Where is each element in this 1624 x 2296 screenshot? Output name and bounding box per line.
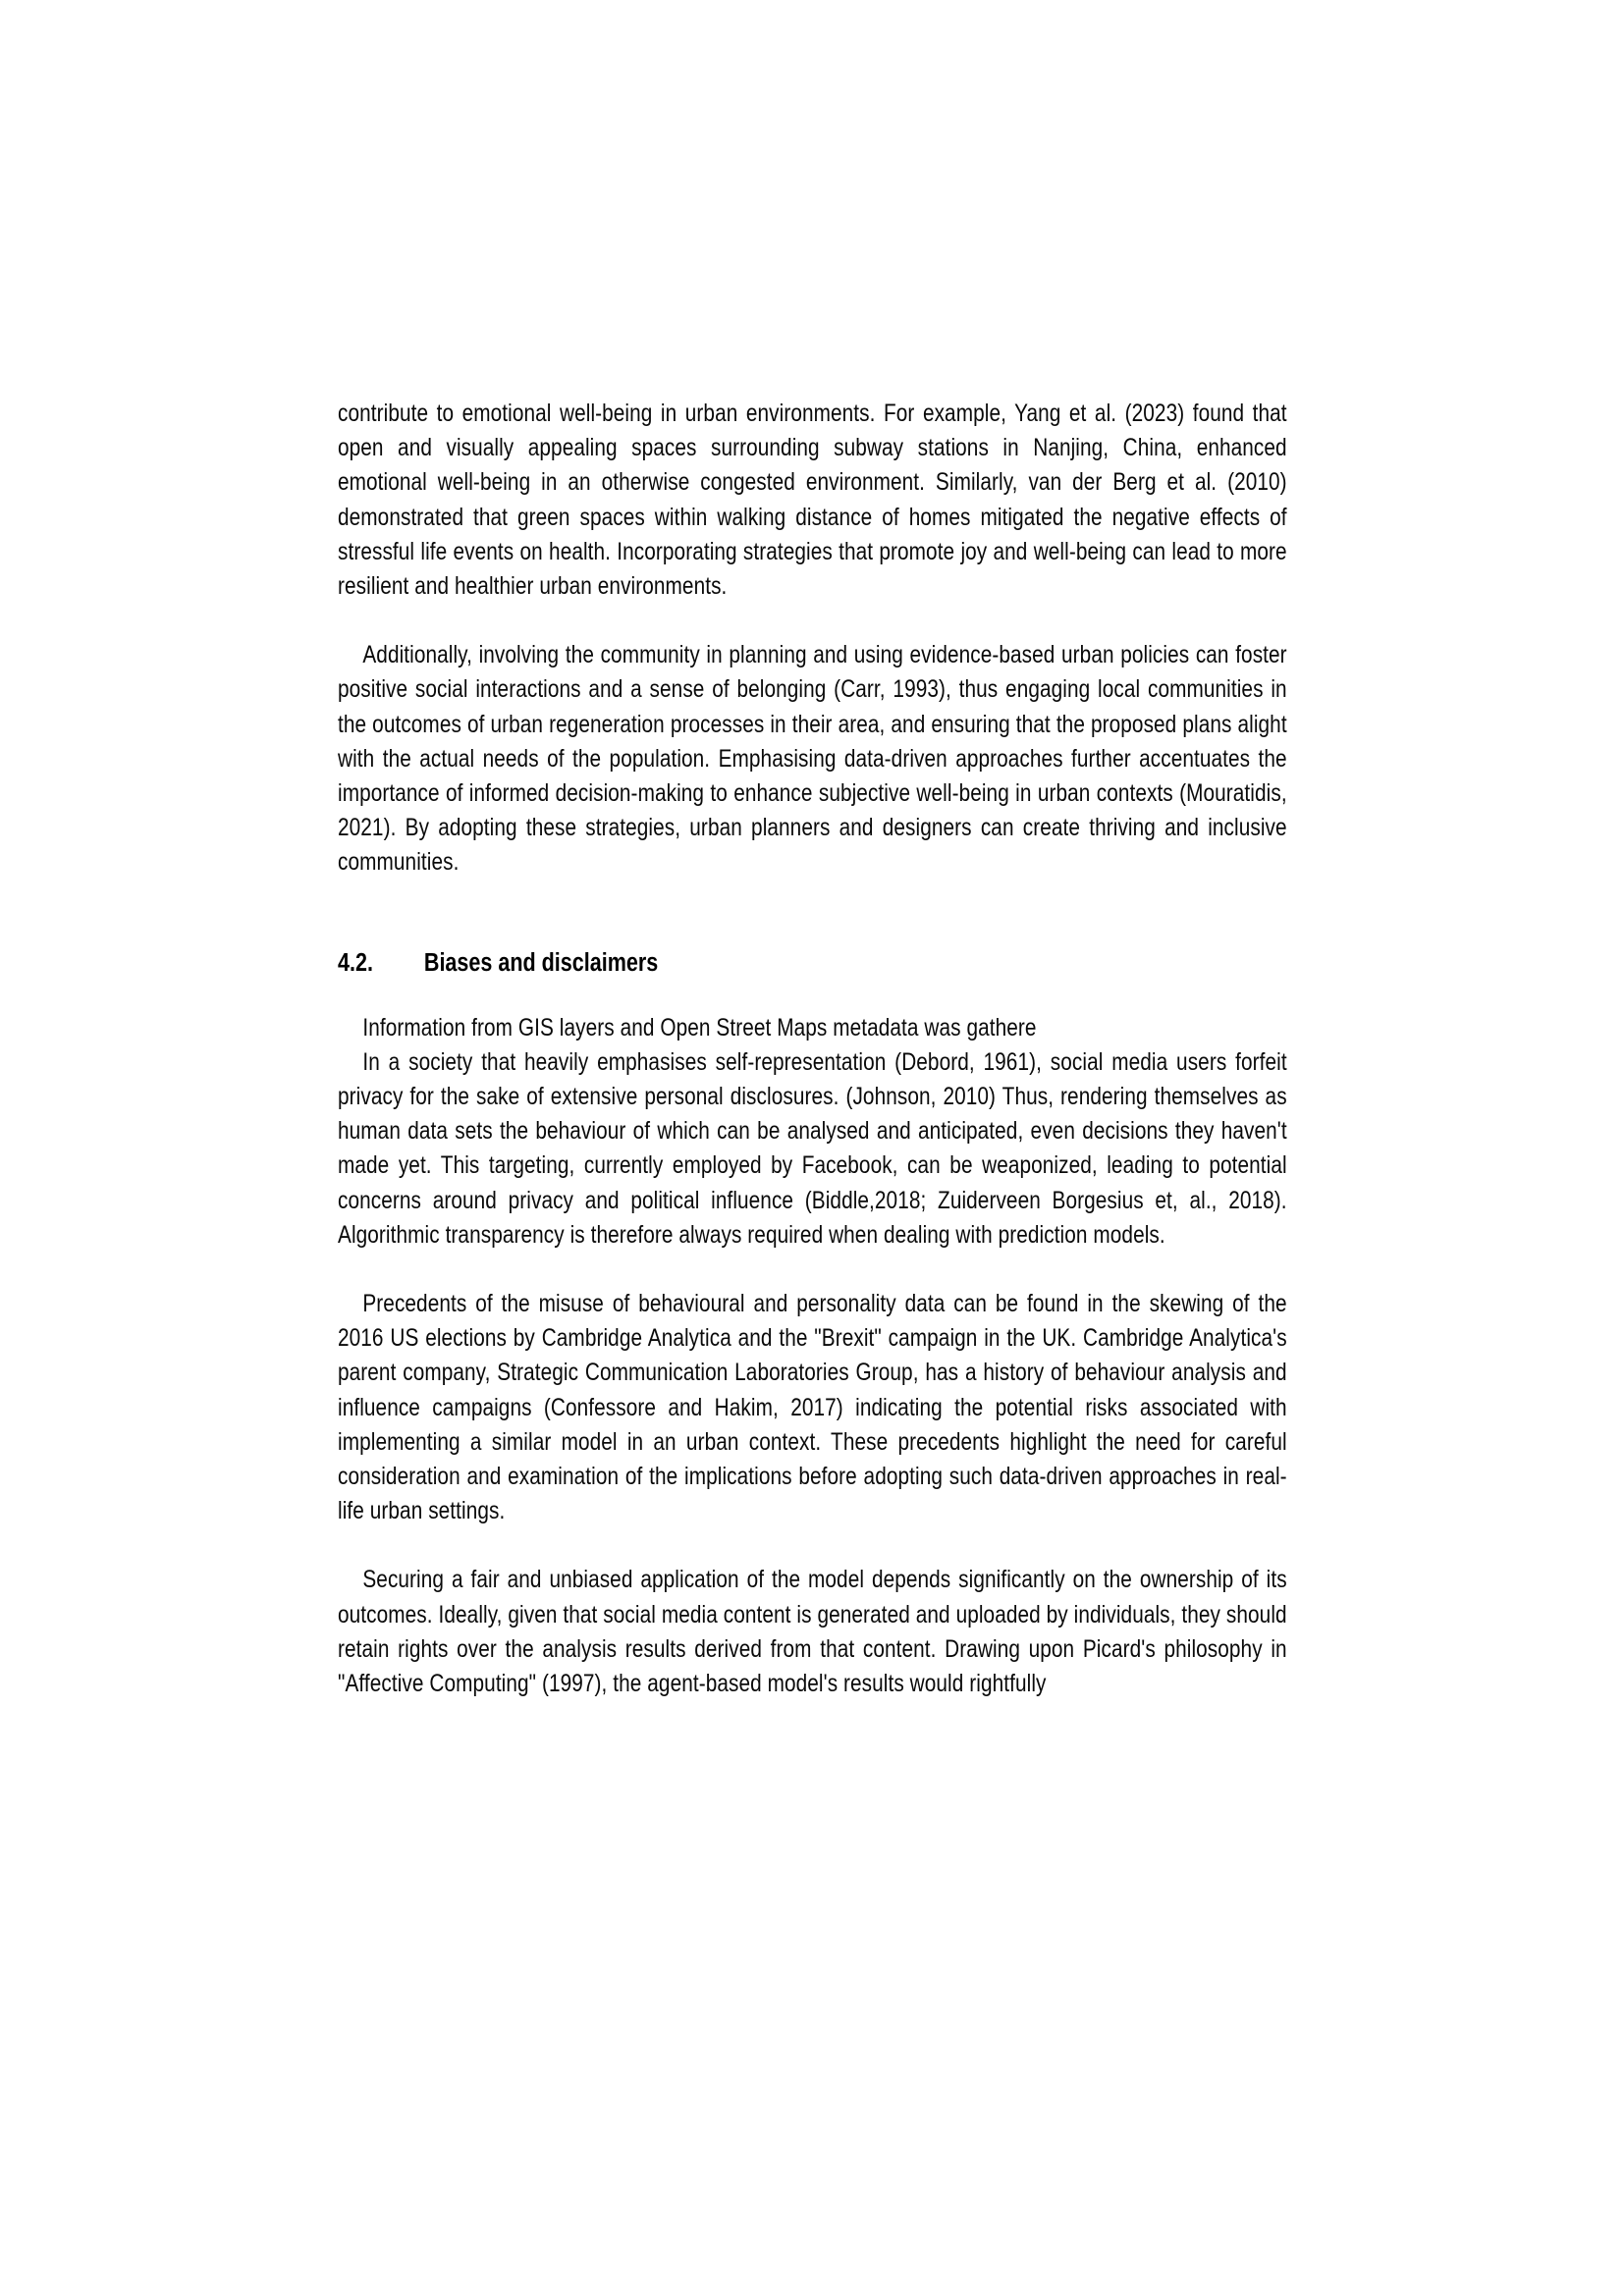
paragraph-self-representation: In a society that heavily emphasises self-representation (Debord, 1961), social media users forfeit privacy for the sake of extensive personal disclosures. (Johnson, 2010) Thus, rendering themselves as human data sets the behaviour of which can be analysed and anticipated, even decisions they haven't made yet. This targeting, currently employed by Facebook, can be weaponized, leading to potential concerns around privacy and political influence (Biddle,2018; Zuiderveen Borgesius et, al., 2018). Algorithmic transparency is therefore always required when dealing with prediction models.	[338, 1048, 1287, 1249]
paragraph-gap	[338, 604, 1287, 638]
section-heading-number: 4.2.	[338, 948, 373, 977]
heading-gap-before	[338, 881, 1287, 947]
paragraph-community-involvement: Additionally, involving the community in planning and using evidence-based urban policies can foster positive social interactions and a sense of belonging (Carr, 1993), thus engaging local communities in the outcomes of urban regeneration processes in their area, and ensuring that the proposed plans alight with the actual needs of the population. Emphasising data-driven approaches further accentuates the importance of informed decision-making to enhance subjective well-being in urban contexts (Mouratidis, 2021). By adopting these strategies, urban planners and designers can create thriving and inclusive communities.	[338, 642, 1287, 877]
section-heading-title: Biases and disclaimers	[423, 948, 659, 977]
paragraph-gis-layers-truncated-line: Information from GIS layers and Open Street Maps metadata was gathere	[362, 1014, 1037, 1041]
paragraph-fair-unbiased-application: Securing a fair and unbiased application of the model depends significantly on the ownership of its outcomes. Ideally, given that social media content is generated and uploaded by individuals, they should retain rights over the analysis results derived from that content. Drawing upon Picard's philosophy in "Affective Computing" (1997), the agent-based model's results would rightfully	[338, 1567, 1287, 1698]
paragraph-gap	[338, 1253, 1287, 1287]
section-heading-4-2	[338, 947, 1287, 979]
paragraph-continuation-emotional-wellbeing: contribute to emotional well-being in urban environments. For example, Yang et al. (2023) found that open and visually appealing spaces surrounding subway stations in Nanjing, China, enhanced emotional well-being in an otherwise congested environment. Similarly, van der Berg et al. (2010) demonstrated that green spaces within walking distance of homes mitigated the negative effects of stressful life events on health. Incorporating strategies that promote joy and well-being can lead to more resilient and healthier urban environments.	[338, 400, 1287, 601]
heading-gap-after	[338, 979, 1287, 1011]
paragraph-gap	[338, 1528, 1287, 1563]
paragraph-cambridge-analytica: Precedents of the misuse of behavioural and personality data can be found in the skewing of the 2016 US elections by Cambridge Analytica and the "Brexit" campaign in the UK. Cambridge Analytica's parent company, Strategic Communication Laboratories Group, has a history of behaviour analysis and influence campaigns (Confessore and Hakim, 2017) indicating the potential risks associated with implementing a similar model in an urban context. These precedents highlight the need for careful consideration and examination of the implications before adopting such data-driven approaches in real-life urban settings.	[338, 1291, 1287, 1525]
text-column	[338, 397, 1287, 1701]
